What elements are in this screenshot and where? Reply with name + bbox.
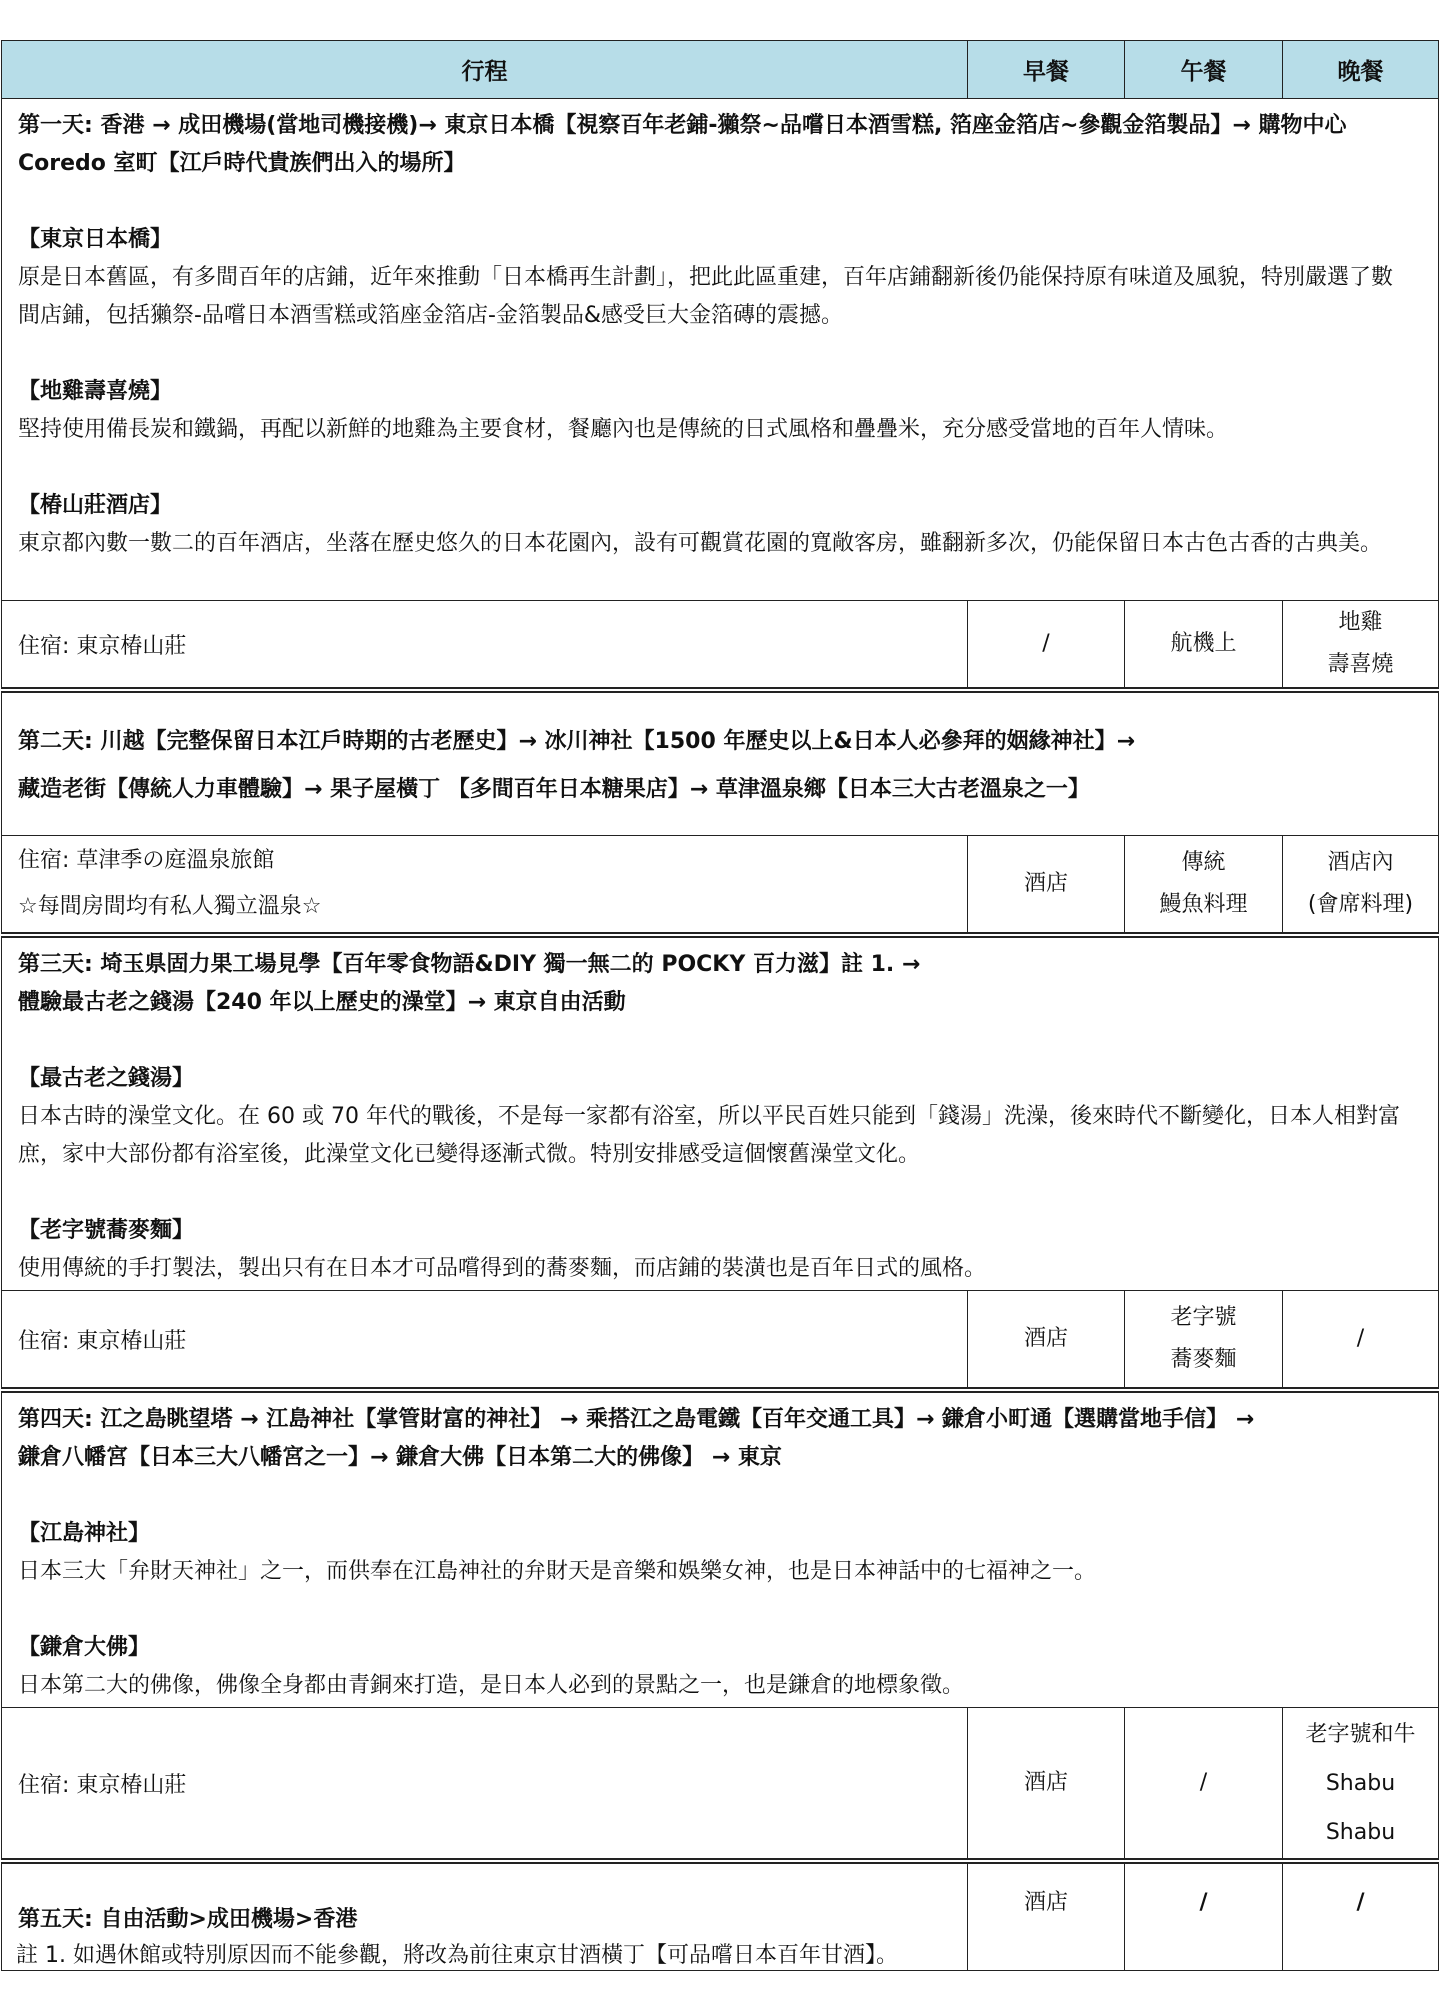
day-4-breakfast: 酒店 (968, 1708, 1125, 1862)
day-3-stay-row (2, 1291, 1439, 1391)
day-2-content (2, 690, 1439, 836)
day-2-stay: 住宿: 草津季の庭溫泉旅館 ☆每間房間均有私人獨立溫泉☆ (2, 836, 968, 936)
day-5-lunch: / (1125, 1861, 1283, 1971)
day-5-dinner: / (1283, 1861, 1439, 1971)
section-text: 使用傳統的手打製法，製出只有在日本才可品嚐得到的蕎麥麵，而店鋪的裝潢也是百年日式的風格。 (18, 1256, 987, 1281)
day-4-dinner: 老字號和牛 Shabu Shabu (1283, 1708, 1439, 1862)
day-3-stay: 住宿: 東京椿山莊 (2, 1291, 968, 1391)
day-3-title-cont: 體驗最古老之錢湯【240 年以上歷史的澡堂】→ 東京自由活動 (18, 990, 626, 1015)
stay-note: ☆每間房間均有私人獨立溫泉☆ (18, 894, 322, 919)
day-3-content (2, 935, 1439, 1291)
day-2-content-row (2, 690, 1439, 836)
day-4-title-cont: 鎌倉八幡宮【日本三大八幡宮之一】→ 鎌倉大佛【日本第二大的佛像】 → 東京 (18, 1445, 782, 1470)
itinerary-table (1, 40, 1439, 1971)
day-2-title: 第二天: 川越【完整保留日本江戶時期的古老歷史】→ 冰川神社【1500 年歷史以上&日本人必參拜的姻緣神社】→ (18, 729, 1136, 754)
day-1-content-row (2, 99, 1439, 601)
day-4-content-row (2, 1390, 1439, 1708)
day-4-content (2, 1390, 1439, 1708)
day-2-title-cont: 藏造老街【傳統人力車體驗】→ 果子屋橫丁 【多間百年日本糖果店】→ 草津溫泉鄉【日本三大古老溫泉之一】 (18, 777, 1090, 802)
day-2-stay-row (2, 836, 1439, 936)
section-heading: 【地雞壽喜燒】 (18, 379, 173, 404)
day-1-lunch: 航機上 (1125, 601, 1283, 691)
day-4-stay-row (2, 1708, 1439, 1862)
footnote: 註 1. 如遇休館或特別原因而不能參觀，將改為前往東京甘酒橫丁【可品嚐日本百年甘酒】。 (16, 1943, 898, 1968)
section-heading: 【最古老之錢湯】 (18, 1066, 195, 1091)
day-3-dinner: / (1283, 1291, 1439, 1391)
day-4-lunch: / (1125, 1708, 1283, 1862)
section-heading: 【鎌倉大佛】 (18, 1635, 151, 1660)
day-1-dinner: 地雞 壽喜燒 (1283, 601, 1439, 691)
day-1-title: 第一天: 香港 → 成田機場(當地司機接機)→ 東京日本橋【視察百年老鋪-獺祭~品嚐日本酒雪糕, 箔座金箔店~參觀金箔製品】→ 購物中心 Coredo 室町【江戶時代貴族們出入的場所】 (18, 113, 1347, 176)
day-1-content (2, 99, 1439, 601)
header-breakfast: 早餐 (968, 41, 1125, 99)
day-5-breakfast: 酒店 (968, 1861, 1125, 1971)
day-2-breakfast: 酒店 (968, 836, 1125, 936)
section-text: 日本第二大的佛像，佛像全身都由青銅來打造，是日本人必到的景點之一，也是鎌倉的地標象徵。 (18, 1673, 965, 1698)
day-4-title: 第四天: 江之島眺望塔 → 江島神社【掌管財富的神社】 → 乘搭江之島電鐵【百年交通工具】→ 鎌倉小町通【選購當地手信】 → (18, 1407, 1255, 1432)
day-2-dinner: 酒店內 (會席料理) (1283, 836, 1439, 936)
section-heading: 【東京日本橋】 (18, 227, 173, 252)
day-1-stay: 住宿: 東京椿山莊 (2, 601, 968, 691)
header-lunch: 午餐 (1125, 41, 1283, 99)
section-heading: 【江島神社】 (18, 1521, 151, 1546)
section-text: 堅持使用備長炭和鐵鍋，再配以新鮮的地雞為主要食材，餐廳內也是傳統的日式風格和疊疊米，充分感受當地的百年人情味。 (18, 417, 1229, 442)
section-text: 日本三大「弁財天神社」之一，而供奉在江島神社的弁財天是音樂和娛樂女神，也是日本神話中的七福神之一。 (18, 1559, 1097, 1584)
day-2-lunch: 傳統 鰻魚料理 (1125, 836, 1283, 936)
section-heading: 【老字號蕎麥麵】 (18, 1218, 195, 1243)
table-header-row (2, 41, 1439, 99)
day-3-lunch: 老字號 蕎麥麵 (1125, 1291, 1283, 1391)
day-1-breakfast: / (968, 601, 1125, 691)
day-3-breakfast: 酒店 (968, 1291, 1125, 1391)
day-5-title: 第五天: 自由活動>成田機場>香港 (18, 1907, 358, 1932)
section-text: 日本古時的澡堂文化。在 60 或 70 年代的戰後，不是每一家都有浴室，所以平民百姓只能到「錢湯」洗澡，後來時代不斷變化，日本人相對富庶，家中大部份都有浴室後，此澡堂文化已變得逐漸式微。特別安排感受這個懷舊澡堂文化。 (18, 1104, 1400, 1167)
header-dinner: 晚餐 (1283, 41, 1439, 99)
section-text: 原是日本舊區，有多間百年的店鋪，近年來推動「日本橋再生計劃」，把此此區重建，百年店鋪翻新後仍能保持原有味道及風貌，特別嚴選了數間店鋪，包括獺祭-品嚐日本酒雪糕或箔座金箔店-金箔製品&感受巨大金箔磚的震撼。 (18, 265, 1394, 328)
section-text: 東京都內數一數二的百年酒店，坐落在歷史悠久的日本花園內，設有可觀賞花園的寬敞客房，雖翻新多次，仍能保留日本古色古香的古典美。 (18, 531, 1383, 556)
header-itinerary: 行程 (2, 41, 968, 99)
day-3-title: 第三天: 埼玉県固力果工場見學【百年零食物語&DIY 獨一無二的 POCKY 百力滋】註 1. → (18, 952, 921, 977)
day-1-stay-row (2, 601, 1439, 691)
section-heading: 【椿山莊酒店】 (18, 493, 173, 518)
day-4-stay: 住宿: 東京椿山莊 (2, 1708, 968, 1862)
day-3-content-row (2, 935, 1439, 1291)
